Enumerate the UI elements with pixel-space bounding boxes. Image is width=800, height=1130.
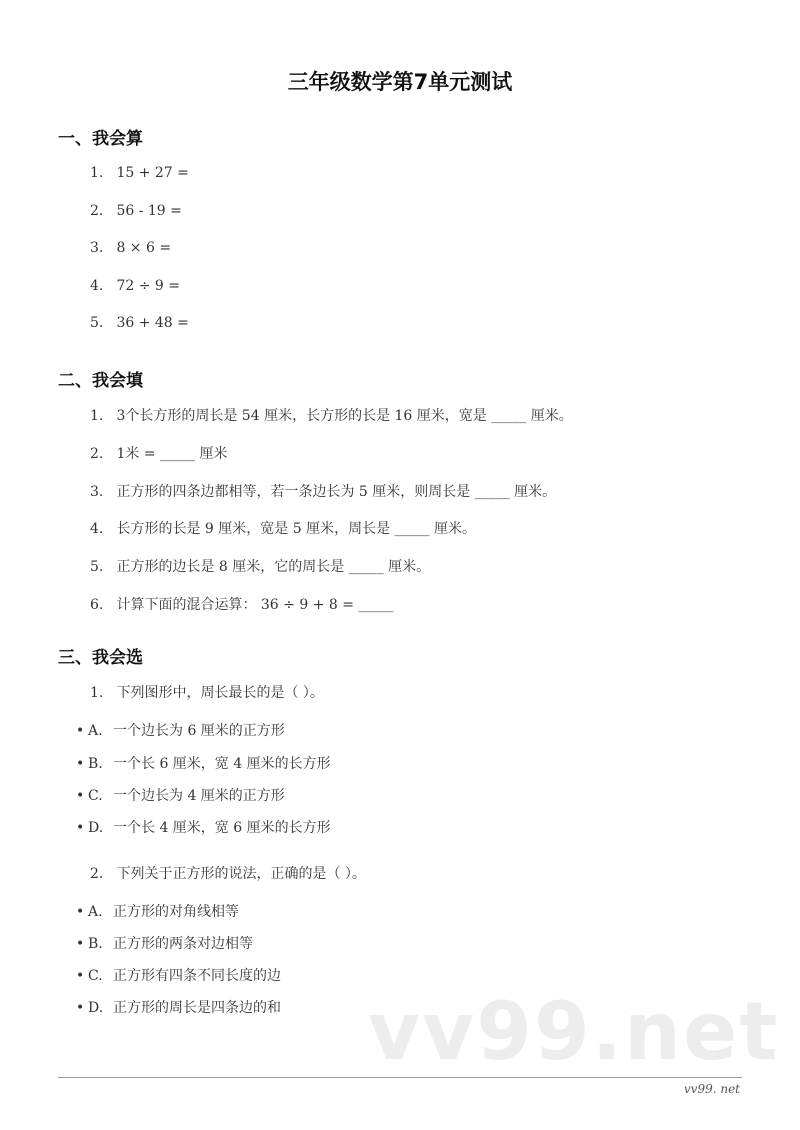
question-number: 4.: [90, 521, 104, 537]
question-text: 15 + 27 =: [116, 165, 189, 181]
choice-option-c[interactable]: [76, 785, 285, 805]
section-heading-choose: 三、我会选: [58, 648, 143, 668]
question-item: [90, 518, 476, 538]
choice-option-a[interactable]: [76, 720, 285, 740]
option-letter: A.: [88, 904, 103, 920]
option-text: 正方形的周长是四条边的和: [113, 1000, 281, 1016]
question-item: [90, 481, 556, 501]
question-text: 正方形的边长是 8 厘米，它的周长是 _____ 厘米。: [116, 559, 431, 575]
question-text: 36 + 48 =: [116, 315, 189, 331]
bullet-icon: •: [76, 968, 85, 984]
choice-option-c[interactable]: [76, 965, 281, 985]
question-text: 下列关于正方形的说法，正确的是（ ）。: [116, 866, 366, 882]
question-text: 8 × 6 =: [116, 240, 172, 256]
question-number: 5.: [90, 315, 104, 331]
option-text: 一个边长为 4 厘米的正方形: [113, 788, 285, 804]
question-text: 56 - 19 =: [116, 203, 182, 219]
option-letter: C.: [88, 788, 103, 804]
question-text: 计算下面的混合运算： 36 ÷ 9 + 8 = _____: [116, 597, 394, 613]
question-item: [90, 203, 182, 219]
option-text: 一个长 4 厘米，宽 6 厘米的长方形: [113, 820, 331, 836]
question-number: 2.: [90, 446, 104, 462]
question-item: [90, 165, 189, 181]
option-letter: B.: [88, 936, 103, 952]
question-item: [90, 315, 189, 331]
question-number: 4.: [90, 278, 104, 294]
option-text: 正方形的对角线相等: [113, 904, 239, 920]
section-heading-calculate: 一、我会算: [58, 129, 143, 149]
bullet-icon: •: [76, 936, 85, 952]
question-text: 下列图形中，周长最长的是（ ）。: [116, 685, 324, 701]
bullet-icon: •: [76, 904, 85, 920]
question-number: 2.: [90, 866, 104, 882]
question-number: 5.: [90, 559, 104, 575]
watermark: vv99.net: [368, 985, 780, 1078]
question-text: 1米 = _____ 厘米: [116, 446, 228, 462]
choice-option-b[interactable]: [76, 933, 253, 953]
option-text: 正方形的两条对边相等: [113, 936, 253, 952]
question-number: 1.: [90, 165, 104, 181]
section-heading-fill: 二、我会填: [58, 371, 143, 391]
bullet-icon: •: [76, 820, 85, 836]
bullet-icon: •: [76, 723, 85, 739]
choice-option-d[interactable]: [76, 997, 281, 1017]
choice-option-b[interactable]: [76, 753, 331, 773]
question-number: 3.: [90, 240, 104, 256]
question-text: 正方形的四条边都相等，若一条边长为 5 厘米，则周长是 _____ 厘米。: [116, 484, 557, 500]
question-item: [90, 556, 430, 576]
question-item: [90, 594, 393, 614]
option-letter: D.: [88, 820, 104, 836]
option-letter: B.: [88, 756, 103, 772]
question-number: 2.: [90, 203, 104, 219]
bullet-icon: •: [76, 1000, 85, 1016]
page-title: 三年级数学第7单元测试: [287, 70, 513, 94]
option-letter: D.: [88, 1000, 104, 1016]
question-item: [90, 405, 573, 425]
option-letter: C.: [88, 968, 103, 984]
question-number: 6.: [90, 597, 104, 613]
question-text: 72 ÷ 9 =: [116, 278, 180, 294]
question-number: 1.: [90, 408, 104, 424]
question-item: [90, 863, 366, 883]
choice-option-d[interactable]: [76, 817, 331, 837]
question-text: 长方形的长是 9 厘米，宽是 5 厘米，周长是 _____ 厘米。: [116, 521, 476, 537]
question-item: [90, 240, 171, 256]
option-text: 正方形有四条不同长度的边: [113, 968, 281, 984]
bullet-icon: •: [76, 788, 85, 804]
question-text: 3个长方形的周长是 54 厘米，长方形的长是 16 厘米，宽是 _____ 厘米。: [116, 408, 573, 424]
choice-option-a[interactable]: [76, 901, 239, 921]
option-text: 一个边长为 6 厘米的正方形: [113, 723, 285, 739]
question-number: 3.: [90, 484, 104, 500]
option-letter: A.: [88, 723, 103, 739]
footer-site-label: vv99. net: [683, 1082, 740, 1096]
question-item: [90, 278, 180, 294]
footer-divider: [58, 1077, 742, 1078]
question-number: 1.: [90, 685, 104, 701]
bullet-icon: •: [76, 756, 85, 772]
option-text: 一个长 6 厘米，宽 4 厘米的长方形: [113, 756, 331, 772]
question-item: [90, 443, 227, 463]
question-item: [90, 682, 324, 702]
